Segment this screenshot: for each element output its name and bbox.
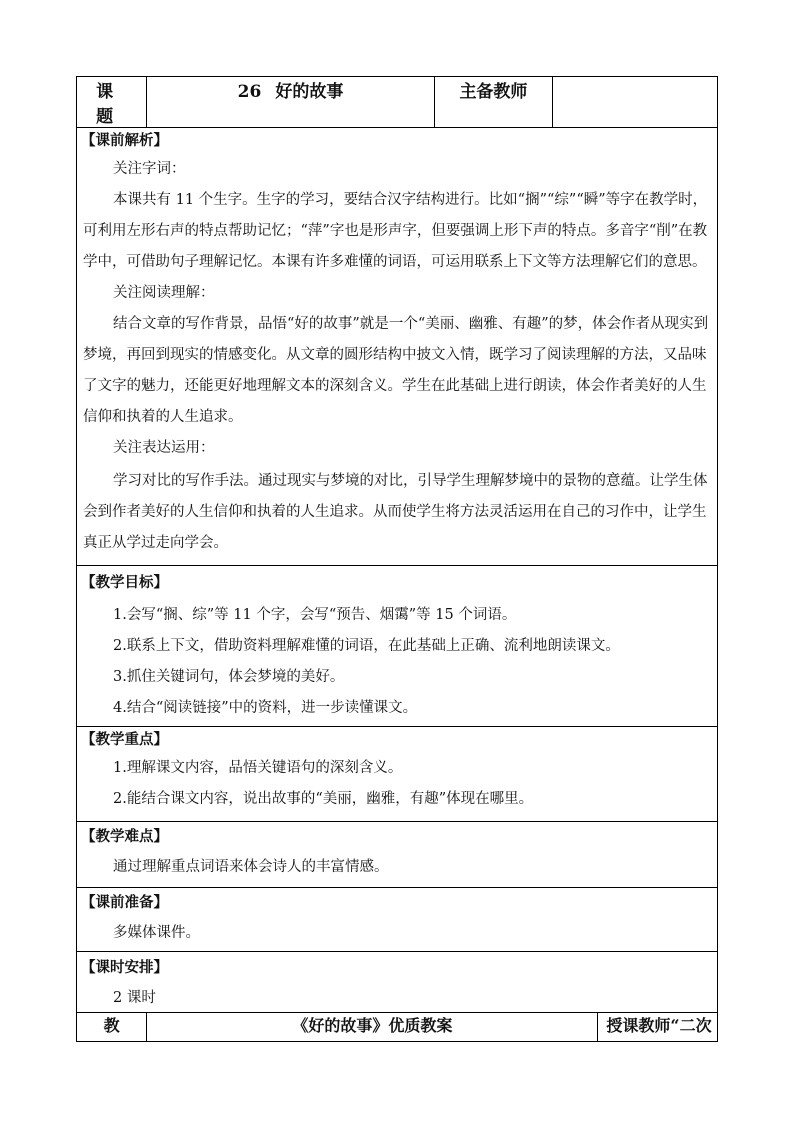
lesson-number: 26 — [237, 82, 262, 102]
schedule-title: 【课时安排】 — [81, 960, 168, 976]
difficulties-row — [77, 822, 718, 888]
objective-item: 3.抓住关键词句，体会梦境的美好。 — [113, 669, 345, 685]
topic-label: 课 题 — [77, 77, 147, 128]
key-points-row — [77, 727, 718, 822]
key-point-item: 2.能结合课文内容，说出故事的“美丽，幽雅，有趣”体现在哪里。 — [113, 791, 534, 807]
lesson-plan-table — [76, 76, 718, 1042]
lesson-plan-page — [76, 76, 718, 1042]
footer-right: 授课教师“二次 — [598, 1013, 718, 1042]
focus-words-text: 本课共有 11 个生字。生字的学习，要结合汉字结构进行。比如“搁”“综”“瞬”等字在教学时，可利用左形右声的特点帮助记忆；“萍”字也是形声字，但要强调上形下声的特点。多音字“削”在教学中，可借助句子理解记忆。本课有许多难懂的词语，可运用联系上下文等方法理解它们的意思。 — [83, 192, 708, 270]
focus-expression-text: 学习对比的写作手法。通过现实与梦境的对比，引导学生理解梦境中的景物的意蕴。让学生体会到作者美好的人生信仰和执着的人生追求。从而使学生将方法灵活运用在自己的习作中，让学生真正从学过走向学会。 — [83, 473, 708, 551]
schedule-row — [77, 952, 718, 1013]
difficulties-text: 通过理解重点词语来体会诗人的丰富情感。 — [113, 859, 389, 875]
objective-item: 4.结合“阅读链接”中的资料，进一步读懂课文。 — [113, 700, 418, 716]
key-point-item: 1.理解课文内容，品悟关键语句的深刻含义。 — [113, 760, 403, 776]
objective-item: 2.联系上下文，借助资料理解难懂的词语，在此基础上正确、流利地朗读课文。 — [113, 638, 620, 654]
key-points-title: 【教学重点】 — [81, 732, 168, 748]
analysis-title: 【课前解析】 — [81, 133, 168, 149]
footer-center: 《好的故事》优质教案 — [147, 1013, 598, 1042]
focus-reading-label: 关注阅读理解： — [113, 285, 215, 301]
footer-row — [77, 1013, 718, 1042]
lesson-title-cell — [147, 77, 434, 128]
objectives-row — [77, 566, 718, 727]
objective-item: 1.会写“搁、综”等 11 个字，会写“预告、烟霭”等 15 个词语。 — [113, 607, 517, 623]
preparation-title: 【课前准备】 — [81, 895, 168, 911]
focus-words-label: 关注字词： — [113, 161, 186, 177]
focus-reading-text: 结合文章的写作背景，品悟“好的故事”就是一个“美丽、幽雅、有趣”的梦，体会作者从现实到梦境，再回到现实的情感变化。从文章的圆形结构中披文入情，既学习了阅读理解的方法，又品味了文字的魅力，还能更好地理解文本的深刻含义。学生在此基础上进行朗读，体会作者美好的人生信仰和执着的人生追求。 — [83, 316, 709, 425]
focus-expression-label: 关注表达运用： — [113, 440, 215, 456]
preparation-row — [77, 888, 718, 952]
lesson-title: 好的故事 — [275, 82, 344, 102]
difficulties-title: 【教学难点】 — [81, 829, 168, 845]
header-row — [77, 77, 718, 128]
schedule-text: 2 课时 — [113, 990, 156, 1006]
teacher-value — [553, 77, 718, 128]
objectives-title: 【教学目标】 — [81, 575, 168, 591]
footer-left: 教 — [77, 1013, 147, 1042]
teacher-label: 主备教师 — [434, 77, 553, 128]
analysis-row — [77, 128, 718, 566]
preparation-text: 多媒体课件。 — [113, 925, 200, 941]
